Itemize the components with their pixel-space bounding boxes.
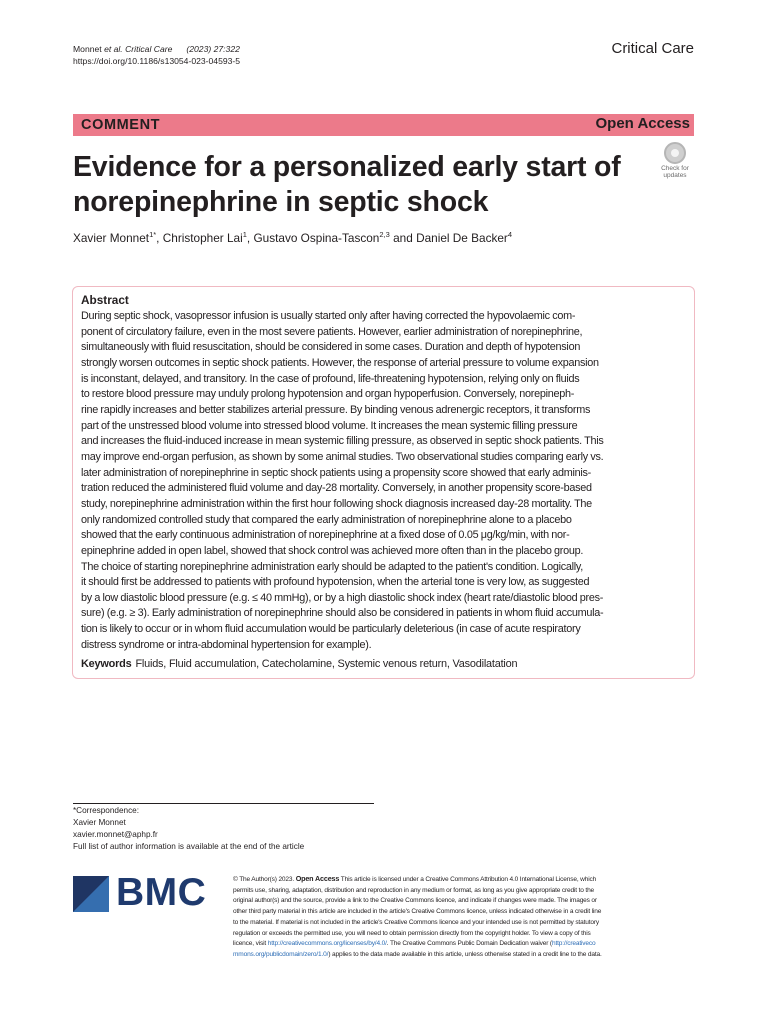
abstract-line: strongly worsen outcomes in septic shock patients. However, the response of arterial pressure to volume expansion: [81, 356, 599, 369]
keywords-label: Keywords: [81, 658, 132, 670]
citation-etal: et al.: [104, 44, 123, 54]
author-affiliation: 2,3: [379, 230, 390, 240]
license-line: [233, 950, 693, 961]
abstract-line: may improve end-organ perfusion, as shown by some animal studies. Two observational studies comparing early vs.: [81, 450, 604, 463]
citation-journal: Critical Care: [122, 44, 173, 54]
abstract-line: study, norepinephrine administration within the first hour following shock diagnosis increased day-28 mortality. The: [81, 497, 592, 510]
correspondence-email[interactable]: xavier.monnet@aphp.fr: [73, 830, 158, 839]
author-affiliation: 4: [507, 230, 513, 240]
citation-year: (2023) 27:322: [186, 44, 240, 54]
abstract-line: part of the unstressed blood volume into stressed blood volume. It increases the mean systemic filling pressure: [81, 419, 578, 432]
license-open-access: Open Access: [295, 874, 340, 883]
author-name[interactable]: Gustavo Ospina-Tascon: [253, 231, 380, 245]
author-separator: ,: [246, 231, 254, 245]
license-text: ) applies to the data made available in this article, unless otherwise stated in a credit line to the data.: [328, 950, 602, 958]
abstract-line: only randomized controlled study that compared the early administration of norepinephrine alone to a placebo: [81, 513, 572, 526]
citation-header: [73, 43, 240, 67]
abstract-line: tion is likely to occur or in whom fluid accumulation would be particularly deleterious (in case of acute respiratory: [81, 623, 581, 636]
abstract-line: is inconstant, delayed, and transitory. In the case of profound, life-threatening hypotension, relying only on fluids: [81, 372, 580, 385]
author-separator: ,: [156, 231, 163, 245]
abstract-line: simultaneously with fluid resuscitation, should be considered in some cases. Duration and depth of hypotension: [81, 341, 581, 354]
license-statement: [233, 874, 693, 961]
abstract-line: epinephrine added in open label, showed that shock control was achieved more often than in the placebo group.: [81, 544, 584, 557]
keywords-text: Fluids, Fluid accumulation, Catecholamine, Systemic venous return, Vasodilatation: [135, 658, 518, 670]
author-name[interactable]: Daniel De Backer: [416, 231, 508, 245]
check-for-updates-icon: [664, 142, 686, 164]
abstract-line: by a low diastolic blood pressure (e.g. ≤ 40 mmHg), or by a high diastolic shock index (heart rate/diastolic blood pres-: [81, 591, 604, 604]
cc-zero-license-link[interactable]: http://creativeco: [551, 940, 596, 948]
citation-authors: Monnet: [73, 44, 105, 54]
abstract-line: showed that the early continuous administration of norepinephrine at a fixed dose of 0.05 μg/kg/min, with nor-: [81, 529, 570, 542]
check-for-updates-line1: Check for: [661, 165, 689, 172]
abstract-line: and increases the fluid-induced increase in mean systemic filling pressure, as observed in septic shock patients. This: [81, 435, 604, 448]
check-for-updates-text: [656, 165, 694, 179]
cc-zero-license-link[interactable]: mmons.org/publicdomain/zero/1.0/: [233, 950, 329, 958]
abstract-line: During septic shock, vasopressor infusion is usually started only after having corrected the hypovolaemic com-: [81, 310, 576, 322]
bmc-logo: [73, 871, 218, 914]
abstract-line: it should first be addressed to patients with profound hypotension, when the arterial tone is very low, as suggested: [81, 576, 590, 589]
abstract-line: later administration of norepinephrine in septic shock patients using a propensity score showed that early adminis-: [81, 466, 591, 479]
citation-line: [73, 43, 240, 55]
abstract-line: ponent of circulatory failure, even in the most severe patients. However, earlier administration of norepinephrine,: [81, 325, 583, 338]
doi-link[interactable]: https://doi.org/10.1186/s13054-023-04593-5: [73, 56, 241, 66]
bmc-logo-text: BMC: [116, 871, 207, 914]
article-title: Evidence for a personalized early start of norepinephrine in septic shock: [73, 151, 621, 218]
abstract-line: tration reduced the administered fluid volume and day-28 mortality. Conversely, in another propensity score-based: [81, 482, 592, 495]
license-line: [233, 939, 693, 950]
license-line: regulation or exceeds the permitted use, you will need to obtain permission directly from the copyright holder. To view a copy of this: [233, 929, 591, 937]
author-separator: and: [389, 231, 417, 245]
license-copyright: © The Author(s) 2023.: [233, 876, 296, 883]
article-type-band: [73, 114, 694, 136]
license-line: original author(s) and the source, provide a link to the Creative Commons licence, and indicate if changes were made. The images or: [233, 897, 597, 905]
keywords: [81, 658, 517, 670]
check-for-updates-line2: updates: [663, 172, 687, 179]
footnote-line: Xavier Monnet: [73, 818, 126, 827]
footnote-divider: [73, 803, 374, 804]
article-type-label: COMMENT: [81, 117, 161, 133]
abstract-line: distress syndrome or intra-abdominal hypertension for example).: [81, 638, 372, 651]
abstract-line: to restore blood pressure may unduly prolong hypotension and organ hypoperfusion. Conversely, norepineph-: [81, 388, 575, 401]
abstract-heading: Abstract: [81, 293, 129, 307]
license-text: . The Creative Commons Public Domain Dedication waiver (: [386, 940, 552, 948]
license-line: other third party material in this article are included in the article's Creative Commons licence, unless indicated otherwise in a credit line: [233, 908, 602, 916]
bmc-logo-mark-icon: [73, 876, 109, 912]
abstract-text: [81, 309, 687, 654]
author-affiliation: 1*: [149, 230, 157, 240]
author-name[interactable]: Christopher Lai: [162, 231, 243, 245]
license-text: licence, visit: [233, 940, 268, 948]
cc-by-license-link[interactable]: http://creativecommons.org/licenses/by/4.0/: [267, 940, 387, 948]
license-text: This article is licensed under a Creative Commons Attribution 4.0 International License, which: [339, 876, 597, 883]
abstract-line: sure) (e.g. ≥ 3). Early administration of norepinephrine should also be considered in patients in whom fluid accumula-: [81, 607, 604, 620]
license-line: to the material. If material is not included in the article's Creative Commons licence and your intended use is not permitted by statutory: [233, 918, 599, 926]
author-list: [73, 231, 512, 245]
check-for-updates-badge[interactable]: [656, 142, 694, 180]
footnote-line: *Correspondence:: [73, 806, 139, 815]
license-line: [233, 874, 693, 886]
open-access-label: Open Access: [595, 115, 690, 132]
abstract-line: The choice of starting norepinephrine administration early should be adapted to the patient's condition. Logically,: [81, 560, 583, 573]
license-line: permits use, sharing, adaptation, distribution and reproduction in any medium or format, as long as you give appropriate credit to the: [233, 886, 595, 894]
footnote-line: Full list of author information is available at the end of the article: [73, 842, 305, 851]
abstract-line: rine rapidly increases and better stabilizes arterial pressure. By binding venous adrenergic receptors, it transforms: [81, 403, 591, 416]
journal-name: Critical Care: [611, 40, 694, 57]
correspondence-footnote: [73, 805, 304, 853]
author-affiliation: 1: [242, 230, 247, 240]
author-name[interactable]: Xavier Monnet: [73, 231, 150, 245]
